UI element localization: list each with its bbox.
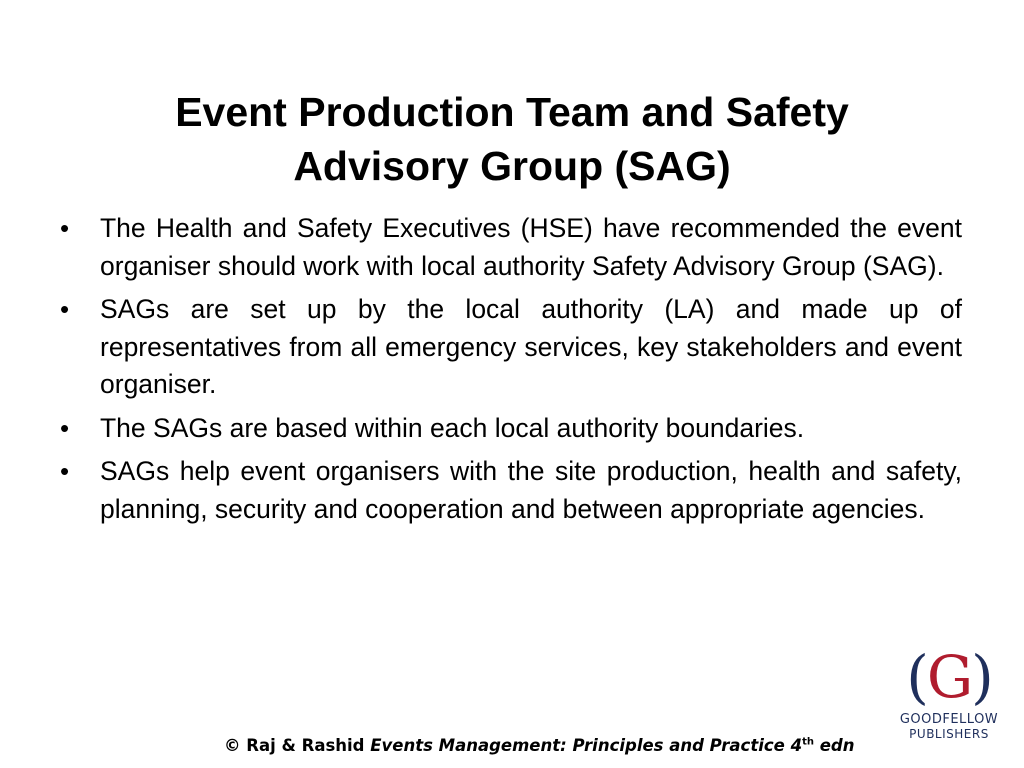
list-item xyxy=(60,410,962,448)
footer-authors: © Raj & Rashid xyxy=(224,736,371,755)
logo-open-paren: ( xyxy=(906,643,927,711)
slide-title xyxy=(60,85,964,193)
logo-name: GOODFELLOW xyxy=(899,712,999,727)
bullet-list xyxy=(60,210,962,534)
footer-book-title: Events Management: Principles and Practice 4 xyxy=(370,736,803,755)
footer-edition-suffix: edn xyxy=(813,736,855,755)
title-line-2: Advisory Group (SAG) xyxy=(293,143,731,189)
list-item xyxy=(60,291,962,404)
logo-close-paren: ) xyxy=(971,643,992,711)
bullet-text: The Health and Safety Executives (HSE) have recommended the event organiser should work with local authority Safety Advisory Group (SAG). xyxy=(100,213,962,281)
title-line-1: Event Production Team and Safety xyxy=(175,89,849,135)
bullet-icon: • xyxy=(60,456,70,486)
list-item xyxy=(60,453,962,528)
logo-mark-icon xyxy=(896,642,1002,712)
publisher-logo xyxy=(896,642,1002,754)
bullet-text: SAGs are set up by the local authority (LA) and made up of representatives from all emergency services, key stakeholders and event organiser. xyxy=(100,294,962,399)
bullet-text: SAGs help event organisers with the site production, health and safety, planning, security and cooperation and between appropriate agencies. xyxy=(100,456,962,524)
logo-letter: G xyxy=(926,643,972,711)
bullet-text: The SAGs are based within each local authority boundaries. xyxy=(100,412,805,443)
logo-sub: PUBLISHERS xyxy=(909,727,989,741)
footer-edition-sup: th xyxy=(802,736,814,748)
bullet-icon: • xyxy=(60,213,70,243)
bullet-icon: • xyxy=(60,294,70,324)
copyright-footer xyxy=(224,736,854,755)
bullet-icon: • xyxy=(60,412,70,443)
list-item xyxy=(60,210,962,285)
